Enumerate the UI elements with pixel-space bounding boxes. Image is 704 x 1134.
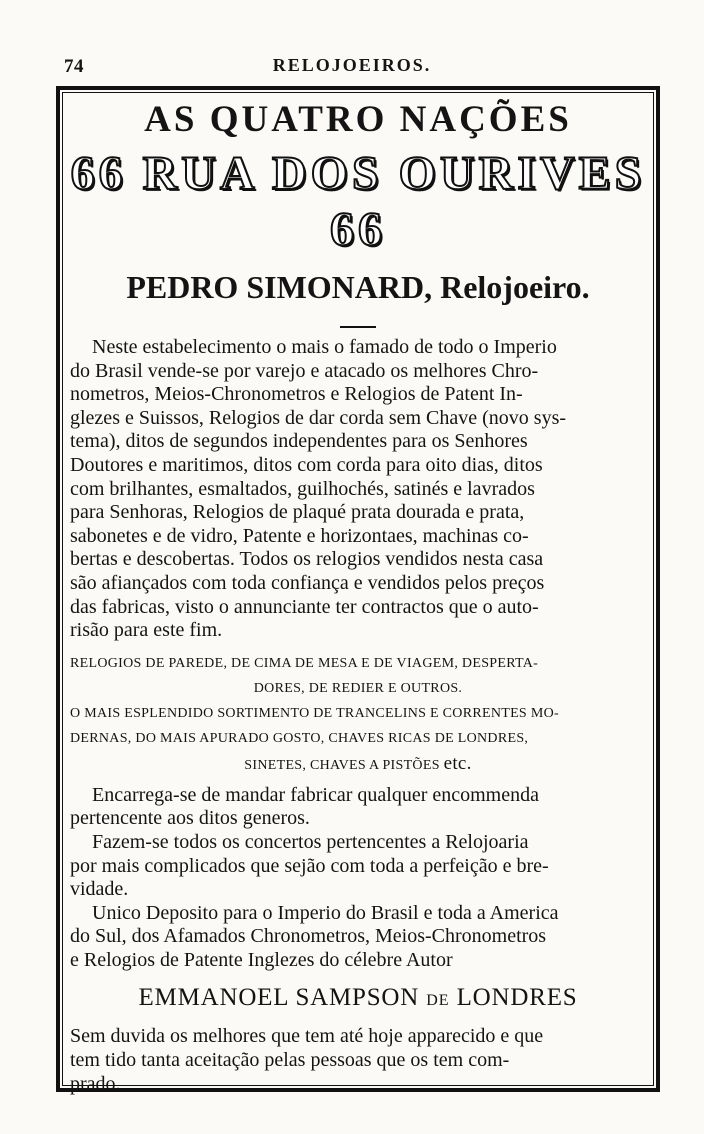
assortment-line-3-wrap	[70, 751, 646, 778]
text-line: glezes e Suissos, Relogios de dar corda sem Chave (novo sys-	[70, 406, 567, 429]
text-line: prado.	[70, 1072, 121, 1095]
assortment-etc: etc.	[443, 752, 472, 774]
text-line: tem tido tanta aceitação pelas pessoas que os tem com-	[70, 1049, 510, 1072]
assortment-paragraph	[70, 701, 646, 778]
text-line: Unico Deposito para o Imperio do Brasil e toda a America	[92, 901, 559, 924]
text-line: das fabricas, visto o annunciante ter contractos que o auto-	[70, 595, 539, 618]
text-line: com brilhantes, esmaltados, guilhochés, satinés e lavrados	[70, 477, 535, 500]
text-line: Neste estabelecimento o mais o famado de todo o Imperio	[92, 336, 557, 358]
text-line: vidade.	[70, 878, 129, 901]
repairs-paragraph	[70, 831, 646, 902]
assortment-line-3: SINETES, CHAVES A PISTÕES	[244, 757, 440, 773]
clocks-paragraph	[70, 651, 646, 701]
text-line: bertas e descobertas. Todos os relogios vendidos nesta casa	[70, 548, 544, 571]
maker-de: DE	[426, 992, 450, 1010]
text-line: do Sul, dos Afamados Chronometros, Meios-Chronometros	[70, 925, 547, 948]
assortment-line-2: DERNAS, DO MAIS APURADO GOSTO, CHAVES RICAS DE LONDRES,	[70, 730, 529, 746]
text-line: Fazem-se todos os concertos pertencentes a Relojoaria	[92, 830, 529, 853]
text-line: sabonetes e de vidro, Patente e horizontaes, machinas co-	[70, 524, 529, 547]
text-line: nometros, Meios-Chronometros e Relogios de Patent In-	[70, 383, 523, 406]
maker-city: LONDRES	[456, 984, 578, 1012]
text-line: Doutores e maritimos, ditos com corda para oito dias, ditos	[70, 453, 543, 476]
advertisement	[70, 96, 646, 1096]
text-line: Sem duvida os melhores que tem até hoje apparecido e que	[70, 1025, 544, 1048]
page-number: 74	[64, 56, 84, 77]
proprietor-line: PEDRO SIMONARD, Relojoeiro.	[126, 269, 590, 305]
intro-paragraph	[70, 336, 646, 643]
closing-paragraph	[70, 1025, 646, 1096]
text-line: risão para este fim.	[70, 619, 223, 642]
text-line: são afiançados com toda confiança e vendidos pelos preços	[70, 571, 545, 594]
assortment-line-1: O MAIS ESPLENDIDO SORTIMENTO DE TRANCELINS E CORRENTES MO-	[70, 705, 559, 721]
text-line: tema), ditos de segundos independentes para os Senhores	[70, 430, 528, 453]
shop-address: 66 RUA DOS OURIVES 66	[70, 147, 646, 256]
order-paragraph	[70, 784, 646, 831]
running-head: RELOJOEIROS.	[272, 55, 432, 75]
text-line: Encarrega-se de mandar fabricar qualquer encommenda	[92, 783, 539, 806]
divider-rule	[340, 326, 376, 328]
shop-name: AS QUATRO NAÇÕES	[144, 99, 572, 140]
maker-name: EMMANOEL SAMPSON	[138, 984, 420, 1012]
maker-heading	[70, 980, 646, 1019]
text-line: por mais complicados que sejão com toda a perfeição e bre-	[70, 854, 549, 877]
text-line: pertencente aos ditos generos.	[70, 807, 310, 830]
text-line: para Senhoras, Relogios de plaqué prata dourada e prata,	[70, 501, 525, 524]
text-line: e Relogios de Patente Inglezes do célebre Autor	[70, 948, 453, 971]
deposit-paragraph	[70, 902, 646, 973]
clocks-line-2: DORES, DE REDIER E OUTROS.	[253, 680, 463, 696]
clocks-line-1: RELOGIOS DE PAREDE, DE CIMA DE MESA E DE VIAGEM, DESPERTA-	[70, 655, 539, 671]
text-line: do Brasil vende-se por varejo e atacado os melhores Chro-	[70, 359, 539, 382]
